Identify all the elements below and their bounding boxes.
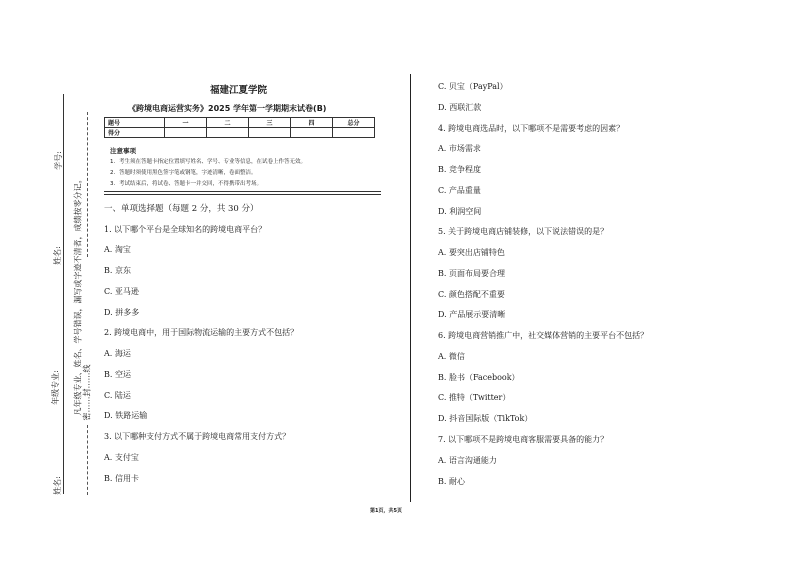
seal-dashed-line-bottom <box>87 425 88 495</box>
score-cell <box>207 128 249 138</box>
page-footer: 第1页，共5页 <box>370 508 402 514</box>
question-line: A. 支付宝 <box>104 453 139 462</box>
notice-title: 注意事项 <box>110 147 136 155</box>
question-line: D. 抖音国际版（TikTok） <box>438 414 533 423</box>
question-line: C. 陆运 <box>104 391 131 400</box>
question-line: D. 西联汇款 <box>438 103 482 112</box>
question-line: B. 页面布局要合理 <box>438 269 505 278</box>
name-label-mid: 姓名: <box>52 246 62 265</box>
score-table-score-row <box>105 128 375 138</box>
question-line: B. 空运 <box>104 370 131 379</box>
question-line: B. 信用卡 <box>104 474 139 483</box>
school-name: 福建江夏学院 <box>210 85 268 96</box>
score-cell <box>291 128 333 138</box>
score-cell <box>249 128 291 138</box>
question-line: A. 语言沟通能力 <box>438 456 497 465</box>
major-grade-label: 年级专业: <box>50 370 60 405</box>
question-line: C. 推特（Twitter） <box>438 393 511 402</box>
question-line: A. 市场需求 <box>438 144 481 153</box>
score-table <box>104 117 375 138</box>
question-line: 6. 跨境电商营销推广中，社交媒体营销的主要平台不包括？ <box>438 331 649 340</box>
name-label-bottom: 姓名: <box>52 476 62 495</box>
question-line: D. 利润空间 <box>438 207 482 216</box>
section-title: 一、单项选择题（每题 2 分，共 30 分） <box>104 204 259 214</box>
question-line: 1. 以下哪个平台是全球知名的跨境电商平台？ <box>104 225 267 234</box>
score-cell: 三 <box>249 118 291 128</box>
question-line: C. 贝宝（PayPal） <box>438 82 508 91</box>
question-line: C. 颜色搭配不重要 <box>438 290 505 299</box>
score-cell: 一 <box>165 118 207 128</box>
question-line: C. 产品重量 <box>438 186 481 195</box>
question-line: B. 京东 <box>104 266 131 275</box>
notice-item: 1．考生须在答题卡指定位置填写姓名、学号、专业等信息，在试卷上作答无效。 <box>110 159 307 165</box>
notice-item: 2．答题时须使用黑色签字笔或钢笔，字迹清晰，卷面整洁。 <box>110 170 257 176</box>
question-line: C. 亚马逊 <box>104 287 139 296</box>
seal-line-label: 密……封……线 <box>82 364 92 421</box>
question-line: A. 要突出店铺特色 <box>438 248 505 257</box>
question-line: 4. 跨境电商选品时，以下哪项不是需要考虑的因素？ <box>438 124 625 133</box>
question-line: 3. 以下哪种支付方式不属于跨境电商常用支付方式？ <box>104 432 291 441</box>
question-line: D. 拼多多 <box>104 308 140 317</box>
question-line: A. 淘宝 <box>104 245 131 254</box>
divider <box>104 194 381 195</box>
score-cell: 二 <box>207 118 249 128</box>
score-cell: 得分 <box>105 128 165 138</box>
notice-item: 3．考试结束后，将试卷、答题卡一并交回，不得携带出考场。 <box>110 181 263 187</box>
score-table-header-row <box>105 118 375 128</box>
question-line: A. 海运 <box>104 349 131 358</box>
student-id-line <box>63 175 64 235</box>
seal-dashed-line-top <box>87 112 88 257</box>
question-line: 2. 跨境电商中，用于国际物流运输的主要方式不包括？ <box>104 328 299 337</box>
notice-block <box>110 146 306 190</box>
question-line: B. 脸书（Facebook） <box>438 373 520 382</box>
question-line: B. 耐心 <box>438 477 465 486</box>
student-id-label: 学号: <box>53 151 63 170</box>
score-cell: 总分 <box>333 118 375 128</box>
score-cell <box>165 128 207 138</box>
exam-title: 《跨境电商运营实务》2025 学年第一学期期末试卷(B) <box>128 104 327 113</box>
score-cell <box>333 128 375 138</box>
score-cell: 题号 <box>105 118 165 128</box>
question-line: A. 微信 <box>438 352 465 361</box>
divider <box>104 191 381 192</box>
question-line: 5. 关于跨境电商店铺装修，以下说法错误的是？ <box>438 227 609 236</box>
question-line: D. 铁路运输 <box>104 411 148 420</box>
margin-warning: 凡年级专业、姓名、学号错误，漏写或字迹不清者，成绩按零分记。 <box>73 175 83 416</box>
column-separator <box>410 74 411 502</box>
question-line: 7. 以下哪项不是跨境电商客服需要具备的能力？ <box>438 435 609 444</box>
score-cell: 四 <box>291 118 333 128</box>
question-line: D. 产品展示要清晰 <box>438 310 506 319</box>
question-line: B. 竞争程度 <box>438 165 481 174</box>
